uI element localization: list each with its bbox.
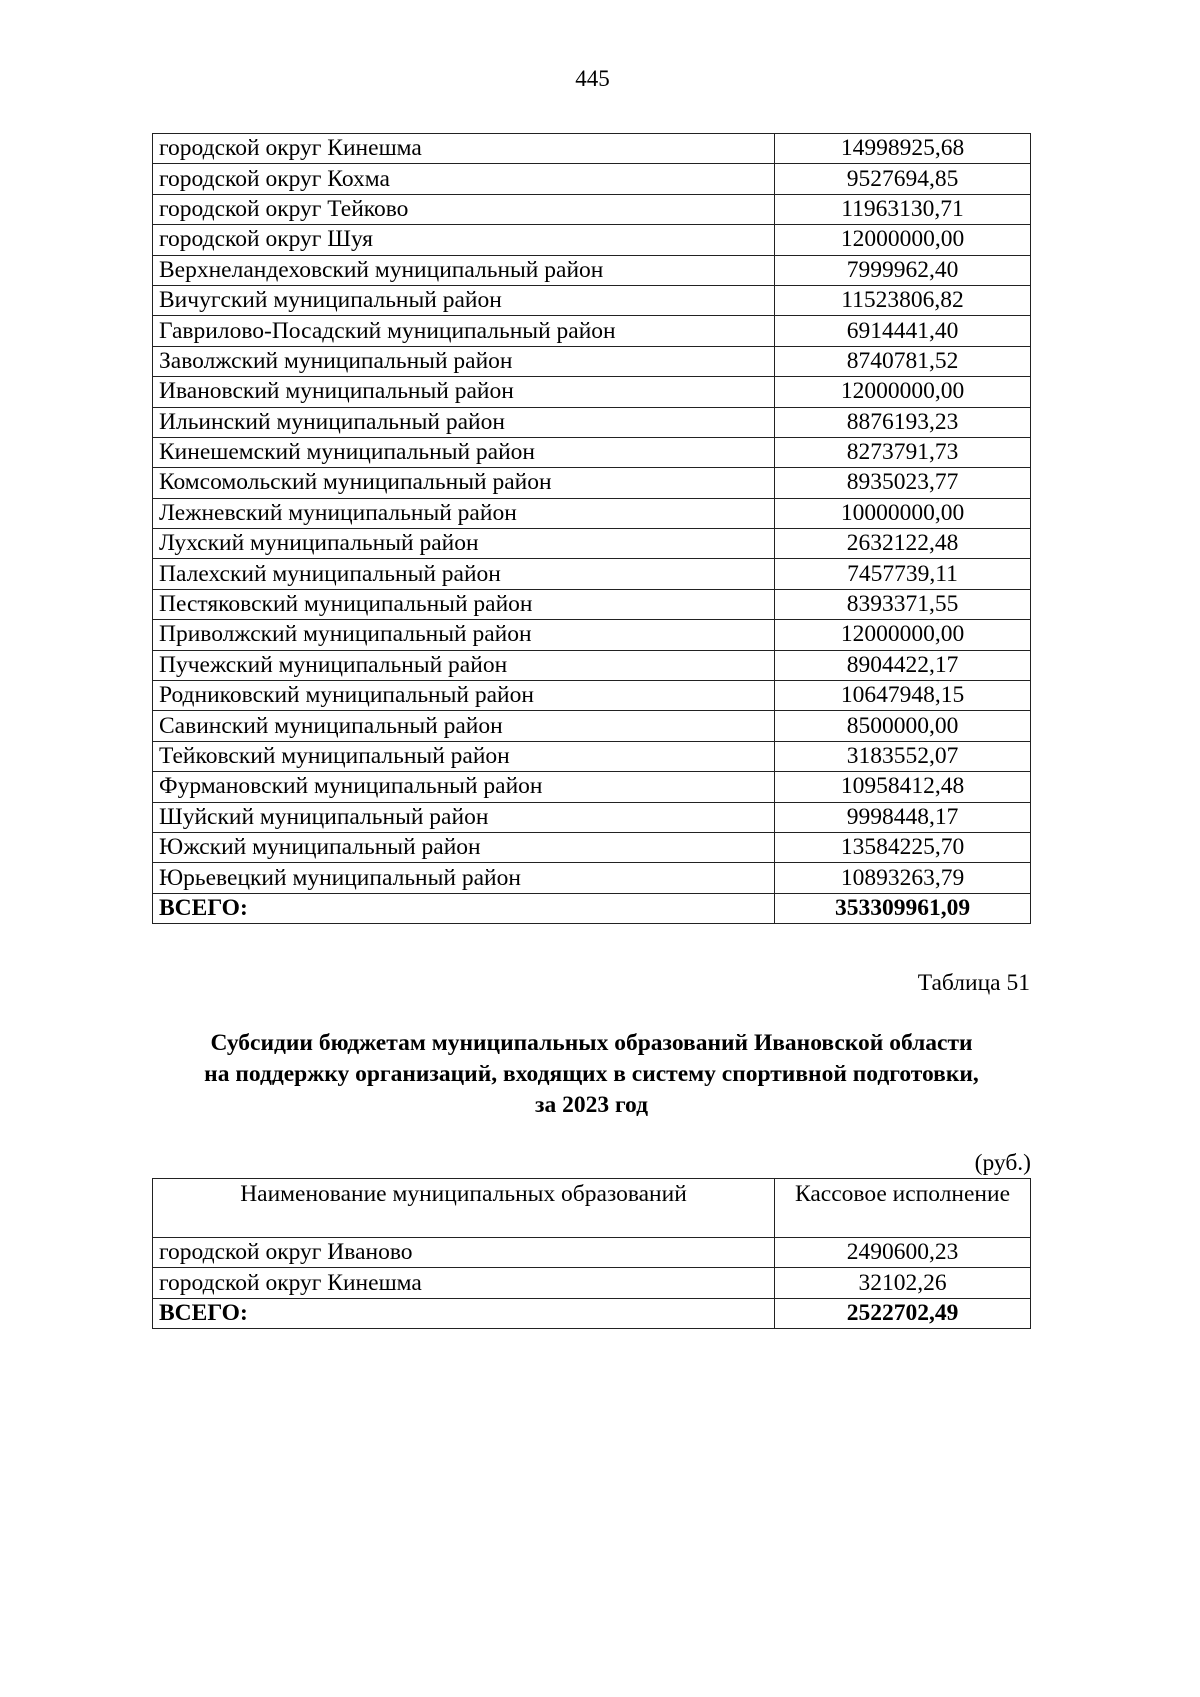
municipality-name: Палехский муниципальный район: [153, 559, 775, 589]
amount: 2522702,49: [775, 1298, 1031, 1328]
amount: 6914441,40: [775, 316, 1031, 346]
municipality-name: Ивановский муниципальный район: [153, 377, 775, 407]
table-row: [153, 1238, 1031, 1268]
amount: 11523806,82: [775, 285, 1031, 315]
table-row: [153, 194, 1031, 224]
table-row: [153, 802, 1031, 832]
table-header-row: [153, 1179, 1031, 1238]
amount: 8740781,52: [775, 346, 1031, 376]
amount: 7999962,40: [775, 255, 1031, 285]
amount: 9998448,17: [775, 802, 1031, 832]
amount: 11963130,71: [775, 194, 1031, 224]
table-row: [153, 407, 1031, 437]
municipality-name: Лухский муниципальный район: [153, 529, 775, 559]
table-row: [153, 589, 1031, 619]
municipality-name: ВСЕГО:: [153, 893, 775, 923]
municipality-name: Лежневский муниципальный район: [153, 498, 775, 528]
amount: 12000000,00: [775, 620, 1031, 650]
total-row: [153, 1298, 1031, 1328]
amount: 12000000,00: [775, 225, 1031, 255]
table-row: [153, 711, 1031, 741]
amount: 353309961,09: [775, 893, 1031, 923]
table-row: [153, 620, 1031, 650]
column-header-name: Наименование муниципальных образований: [153, 1179, 775, 1238]
table-row: [153, 1268, 1031, 1298]
table-subsidies-continued: [152, 133, 1031, 924]
municipality-name: Родниковский муниципальный район: [153, 681, 775, 711]
amount: 8876193,23: [775, 407, 1031, 437]
title-line: Субсидии бюджетам муниципальных образований Ивановской области: [210, 1030, 973, 1056]
municipality-name: Кинешемский муниципальный район: [153, 437, 775, 467]
table-row: [153, 437, 1031, 467]
table-row: [153, 559, 1031, 589]
amount: 2490600,23: [775, 1238, 1031, 1268]
table-row: [153, 529, 1031, 559]
unit-label: (руб.): [974, 1150, 1031, 1176]
amount: 9527694,85: [775, 164, 1031, 194]
table-row: [153, 772, 1031, 802]
table-row: [153, 832, 1031, 862]
amount: 14998925,68: [775, 134, 1031, 164]
amount: 7457739,11: [775, 559, 1031, 589]
municipality-name: городской округ Шуя: [153, 225, 775, 255]
amount: 8500000,00: [775, 711, 1031, 741]
municipality-name: Савинский муниципальный район: [153, 711, 775, 741]
amount: 2632122,48: [775, 529, 1031, 559]
municipality-name: Юрьевецкий муниципальный район: [153, 863, 775, 893]
amount: 8273791,73: [775, 437, 1031, 467]
amount: 3183552,07: [775, 741, 1031, 771]
municipality-name: Приволжский муниципальный район: [153, 620, 775, 650]
municipality-name: городской округ Кинешма: [153, 1268, 775, 1298]
municipality-name: Шуйский муниципальный район: [153, 802, 775, 832]
municipality-name: городской округ Кохма: [153, 164, 775, 194]
municipality-name: Южский муниципальный район: [153, 832, 775, 862]
amount: 8904422,17: [775, 650, 1031, 680]
table-row: [153, 255, 1031, 285]
table-row: [153, 377, 1031, 407]
municipality-name: Гаврилово-Посадский муниципальный район: [153, 316, 775, 346]
column-header-value: Кассовое исполнение: [775, 1179, 1031, 1238]
municipality-name: городской округ Иваново: [153, 1238, 775, 1268]
municipality-name: Тейковский муниципальный район: [153, 741, 775, 771]
municipality-name: Ильинский муниципальный район: [153, 407, 775, 437]
amount: 13584225,70: [775, 832, 1031, 862]
municipality-name: Заволжский муниципальный район: [153, 346, 775, 376]
table-row: [153, 134, 1031, 164]
table-label: Таблица 51: [917, 970, 1030, 996]
municipality-name: Пестяковский муниципальный район: [153, 589, 775, 619]
amount: 8935023,77: [775, 468, 1031, 498]
total-row: [153, 893, 1031, 923]
table-row: [153, 650, 1031, 680]
municipality-name: городской округ Тейково: [153, 194, 775, 224]
page-number: 445: [575, 66, 610, 91]
table-row: [153, 741, 1031, 771]
amount: 10647948,15: [775, 681, 1031, 711]
table-title: [152, 1028, 1031, 1121]
table-row: [153, 498, 1031, 528]
table-row: [153, 316, 1031, 346]
amount: 10893263,79: [775, 863, 1031, 893]
municipality-name: ВСЕГО:: [153, 1298, 775, 1328]
table-row: [153, 863, 1031, 893]
table-row: [153, 285, 1031, 315]
title-line: за 2023 год: [535, 1092, 648, 1118]
amount: 32102,26: [775, 1268, 1031, 1298]
table-row: [153, 225, 1031, 255]
table-row: [153, 164, 1031, 194]
table-sports-subsidies: [152, 1178, 1031, 1329]
table-row: [153, 468, 1031, 498]
amount: 10958412,48: [775, 772, 1031, 802]
amount: 8393371,55: [775, 589, 1031, 619]
municipality-name: Пучежский муниципальный район: [153, 650, 775, 680]
municipality-name: городской округ Кинешма: [153, 134, 775, 164]
title-line: на поддержку организаций, входящих в систему спортивной подготовки,: [204, 1061, 979, 1087]
amount: 12000000,00: [775, 377, 1031, 407]
municipality-name: Вичугский муниципальный район: [153, 285, 775, 315]
municipality-name: Фурмановский муниципальный район: [153, 772, 775, 802]
municipality-name: Верхнеландеховский муниципальный район: [153, 255, 775, 285]
table-row: [153, 346, 1031, 376]
municipality-name: Комсомольский муниципальный район: [153, 468, 775, 498]
amount: 10000000,00: [775, 498, 1031, 528]
table-row: [153, 681, 1031, 711]
